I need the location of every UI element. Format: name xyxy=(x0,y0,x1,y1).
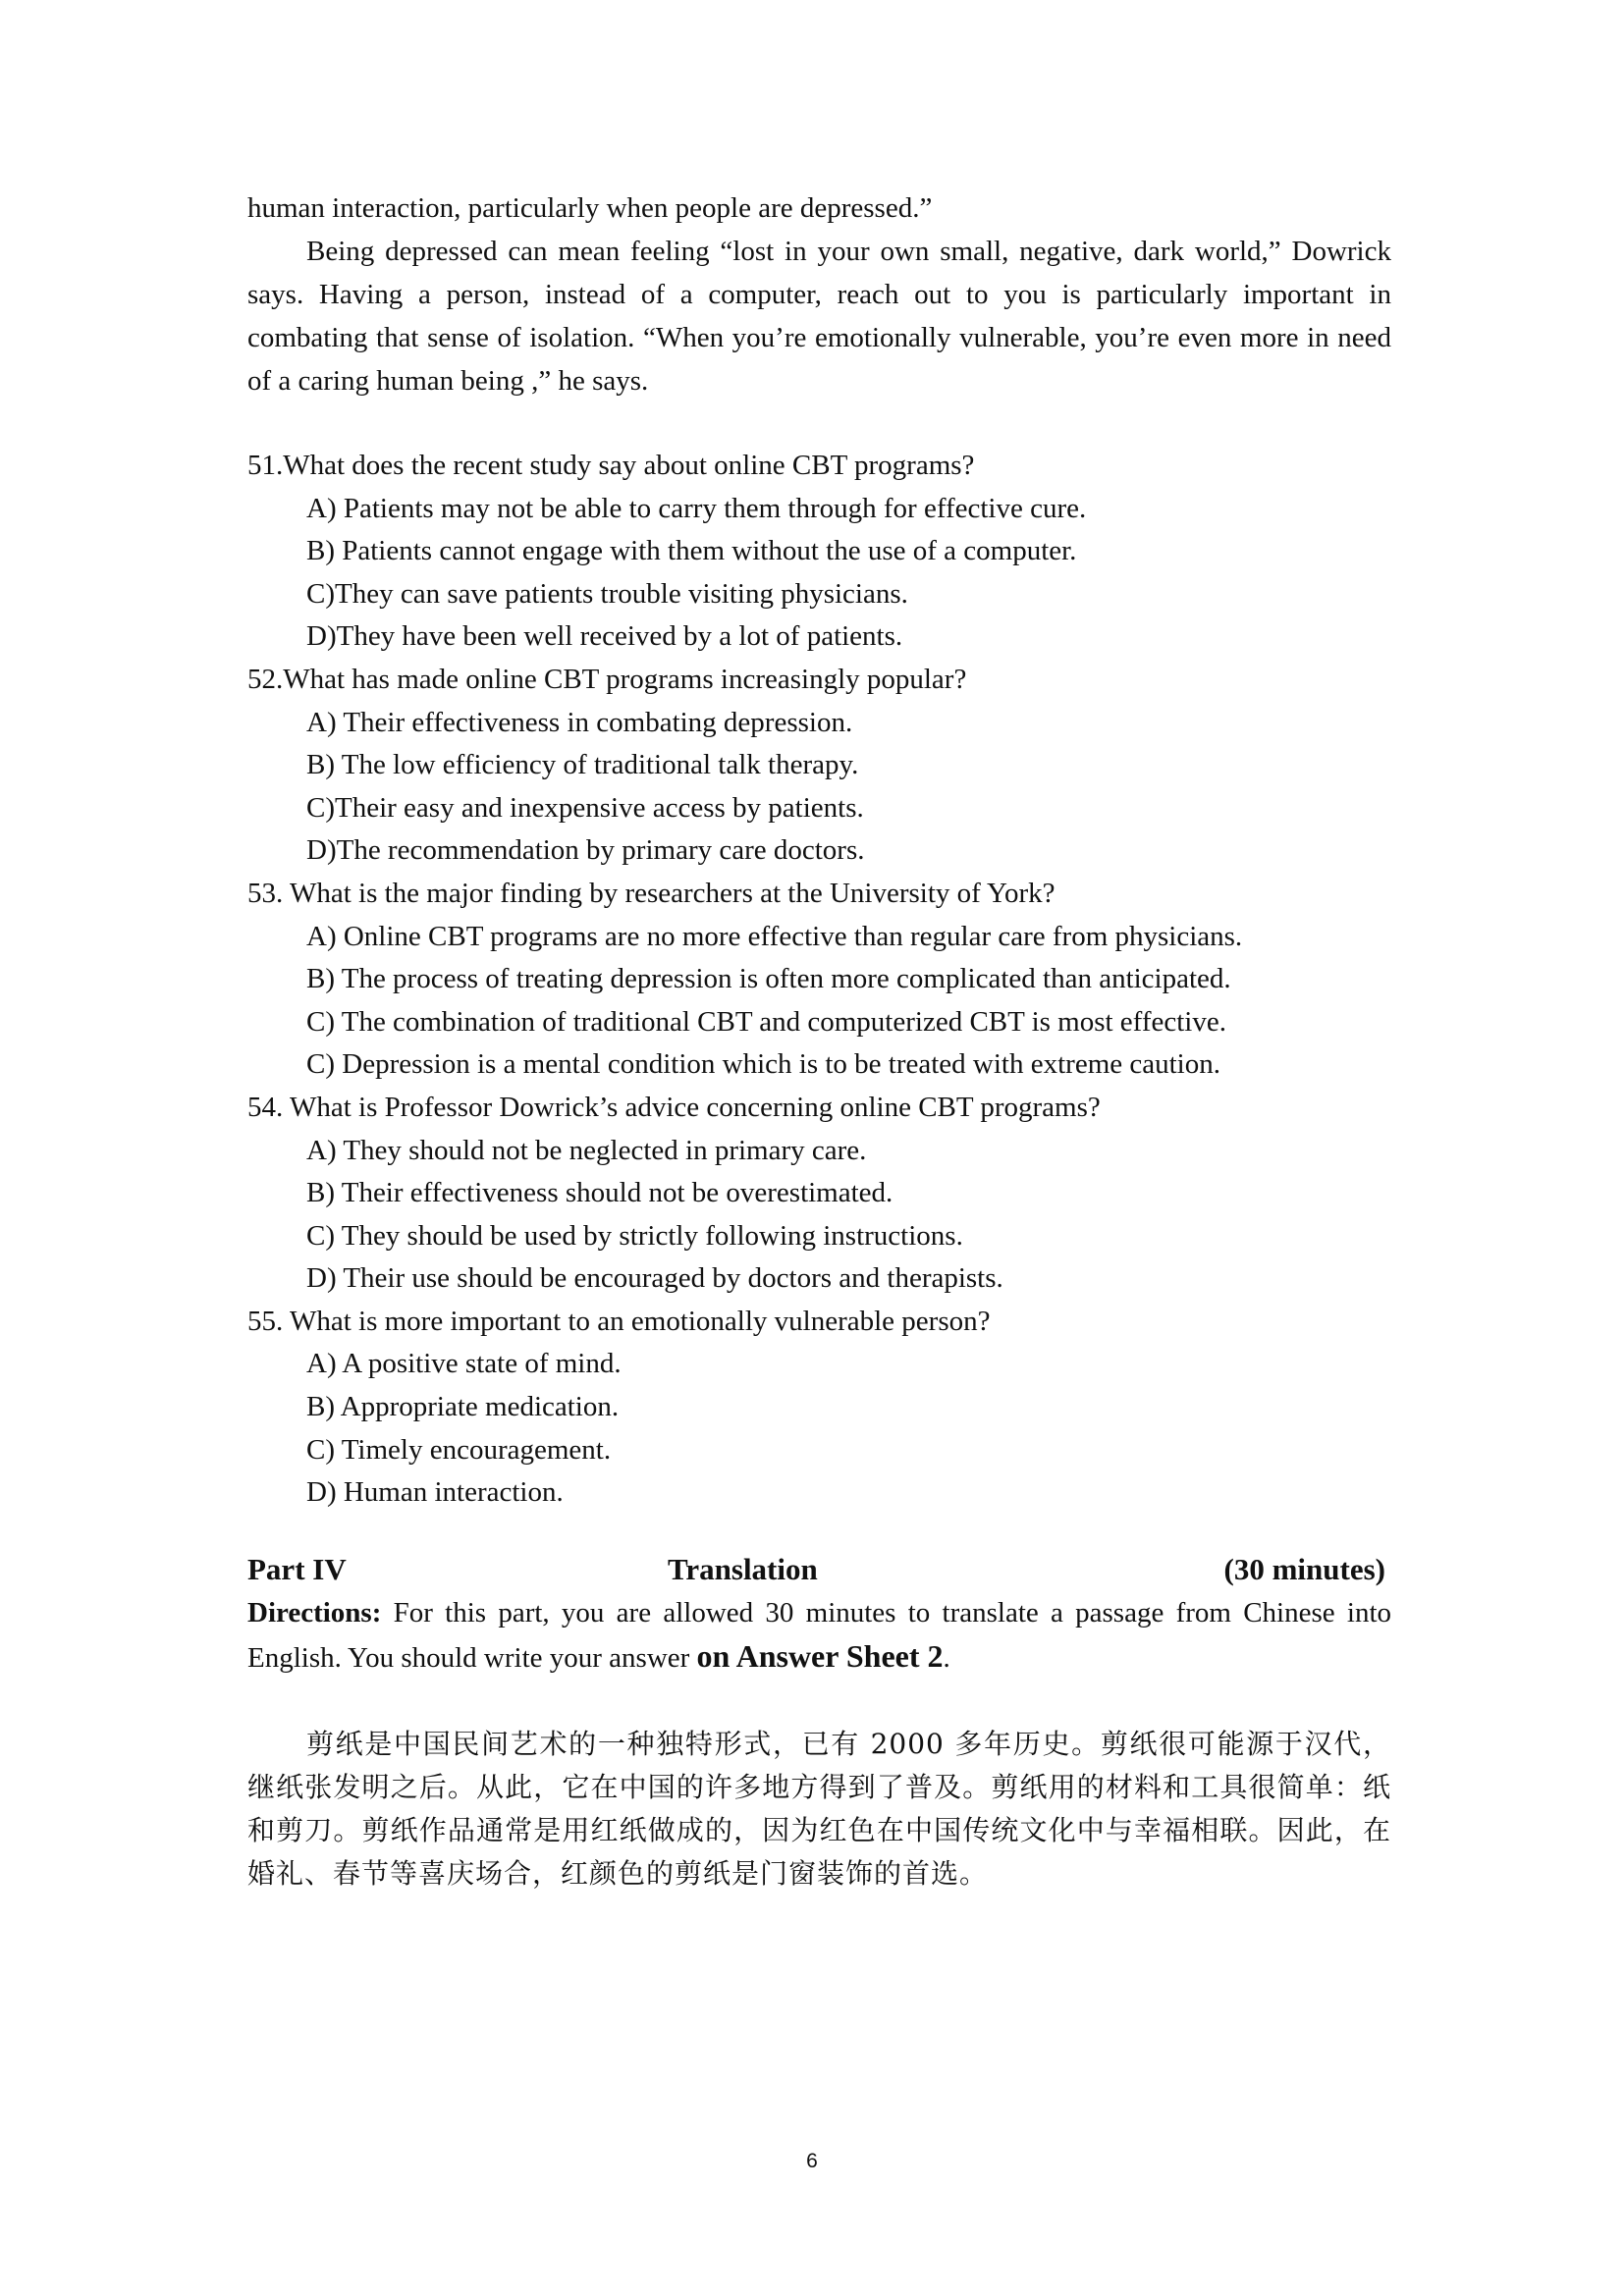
part-header xyxy=(247,1548,1391,1591)
passage-paragraph: Being depressed can mean feeling “lost in your own small, negative, dark world,” Dowrick says. Having a person, instead of a computer, reach out to you is particularly important in combating that sense of isolation. “When you’re emotionally vulnerable, you’re even more in need of a caring human being ,” he says. xyxy=(247,236,1391,397)
answer-option: D)They have been well received by a lot of patients. xyxy=(306,620,903,653)
question-52 xyxy=(247,659,1391,873)
part-title: Translation xyxy=(668,1551,818,1586)
question-54 xyxy=(247,1087,1391,1301)
answer-option: C) They should be used by strictly following instructions. xyxy=(306,1219,963,1252)
answer-option: B) Patients cannot engage with them without the use of a computer. xyxy=(306,535,1077,567)
chinese-passage: 剪纸是中国民间艺术的一种独特形式，已有 2000 多年历史。剪纸很可能源于汉代，继纸张发明之后。从此，它在中国的许多地方得到了普及。剪纸用的材料和工具很简单：纸和剪刀。剪纸作品通常是用红纸做成的，因为红色在中国传统文化中与幸福相联。因此，在婚礼、春节等喜庆场合，红颜色的剪纸是门窗装饰的首选。 xyxy=(247,1727,1391,1890)
question-text: 54. What is Professor Dowrick’s advice concerning online CBT programs? xyxy=(247,1091,1101,1123)
directions-label: Directions: xyxy=(247,1596,382,1629)
answer-option: C) The combination of traditional CBT and computerized CBT is most effective. xyxy=(306,1005,1226,1038)
answer-option: C)They can save patients trouble visiting physicians. xyxy=(306,577,908,610)
question-55 xyxy=(247,1301,1391,1515)
document-page xyxy=(247,187,1391,1896)
question-text: 52.What has made online CBT programs increasingly popular? xyxy=(247,663,967,695)
answer-option: C) Timely encouragement. xyxy=(306,1433,612,1466)
directions xyxy=(247,1591,1391,1680)
question-text: 51.What does the recent study say about online CBT programs? xyxy=(247,450,975,481)
answer-option: A) They should not be neglected in primary care. xyxy=(306,1134,867,1166)
answer-option: A) A positive state of mind. xyxy=(306,1348,622,1380)
part-time: (30 minutes) xyxy=(1223,1551,1385,1586)
answer-option: C)Their easy and inexpensive access by patients. xyxy=(306,791,864,824)
answer-option: D) Their use should be encouraged by doctors and therapists. xyxy=(306,1262,1003,1295)
answer-option: B) Their effectiveness should not be overestimated. xyxy=(306,1177,893,1209)
directions-text: For this part, you are allowed 30 minutes to translate a passage from Chinese into English. You should write your answer xyxy=(247,1596,1391,1674)
answer-option: A) Patients may not be able to carry them through for effective cure. xyxy=(306,492,1087,524)
answer-option: B) The process of treating depression is often more complicated than anticipated. xyxy=(306,963,1231,995)
question-text: 53. What is the major finding by researchers at the University of York? xyxy=(247,877,1056,909)
question-text: 55. What is more important to an emotionally vulnerable person? xyxy=(247,1305,991,1337)
question-51 xyxy=(247,445,1391,659)
question-53 xyxy=(247,873,1391,1087)
answer-option: C) Depression is a mental condition which is to be treated with extreme caution. xyxy=(306,1048,1220,1081)
answer-option: B) The low efficiency of traditional talk therapy. xyxy=(306,749,859,781)
answer-option: A) Their effectiveness in combating depression. xyxy=(306,706,853,738)
answer-option: D) Human interaction. xyxy=(306,1476,564,1509)
page-number: 6 xyxy=(806,2150,818,2172)
question-list xyxy=(247,445,1391,1515)
answer-option: B) Appropriate medication. xyxy=(306,1391,620,1423)
answer-sheet-label: on Answer Sheet 2 xyxy=(696,1637,944,1674)
answer-option: A) Online CBT programs are no more effective than regular care from physicians. xyxy=(306,920,1243,952)
answer-option: D)The recommendation by primary care doctors. xyxy=(306,834,865,867)
directions-end: . xyxy=(943,1641,950,1674)
part-label: Part IV xyxy=(247,1551,347,1586)
passage-continuation: human interaction, particularly when people are depressed.” xyxy=(247,192,933,224)
